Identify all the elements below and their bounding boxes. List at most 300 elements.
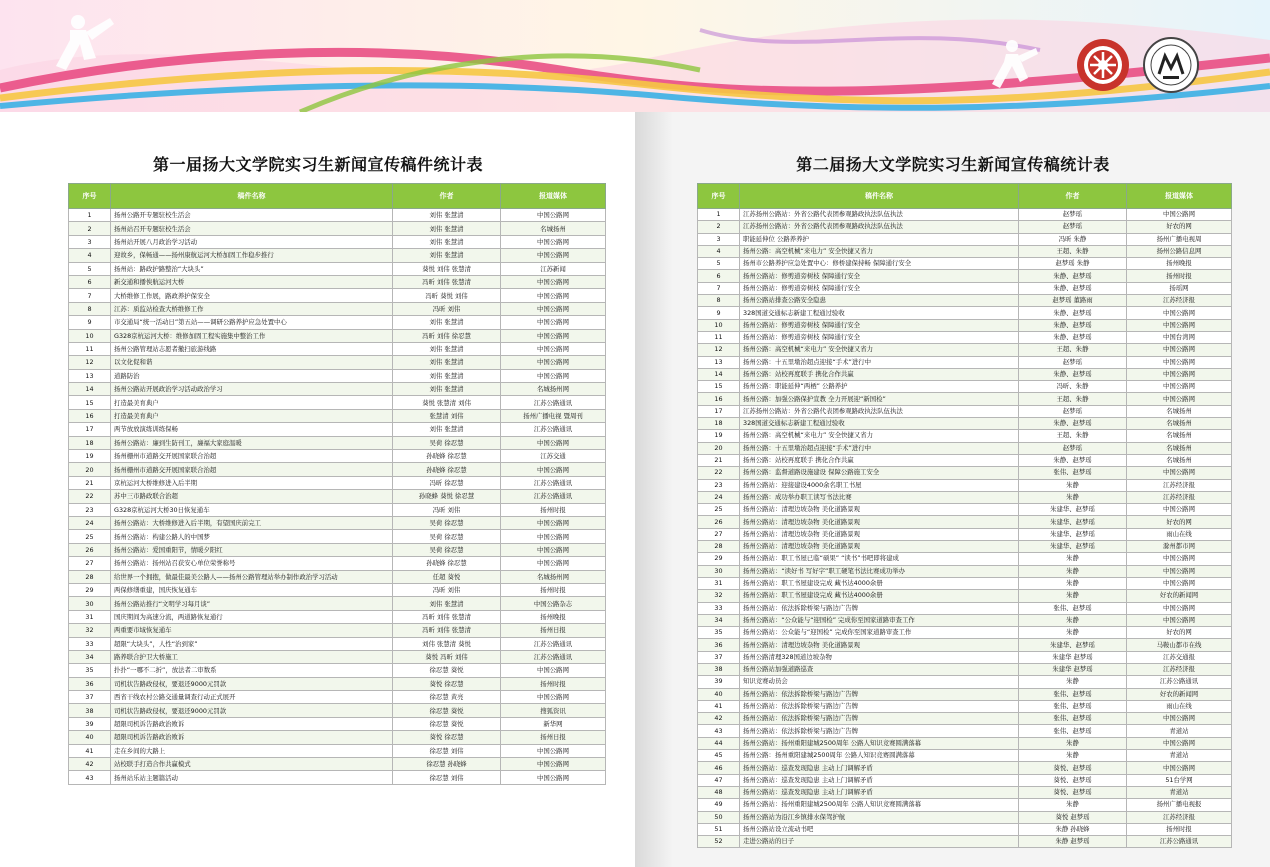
row-number: 40: [69, 731, 111, 744]
media-outlet: 中国公路网: [501, 543, 606, 556]
left-stats-table: [68, 183, 606, 785]
media-outlet: 扬州广播电视周: [1127, 233, 1232, 245]
row-number: 34: [69, 650, 111, 663]
author: 朱建华、赵梦瑶: [1019, 528, 1127, 540]
row-number: 15: [69, 396, 111, 409]
media-outlet: 中国公路网: [1127, 504, 1232, 516]
header-title: 稿件名称: [111, 184, 393, 209]
media-outlet: 中国公路网: [501, 530, 606, 543]
media-outlet: 中国公路网: [501, 463, 606, 476]
table-row: [69, 677, 606, 690]
media-outlet: 雨山在线: [1127, 700, 1232, 712]
article-title: 扬州公路管理站志愿者撤扫旅游线路: [111, 342, 393, 355]
table-row: [698, 676, 1232, 688]
row-number: 11: [69, 342, 111, 355]
media-outlet: 好农的网: [1127, 627, 1232, 639]
row-number: 37: [698, 651, 740, 663]
article-title: 扬州站：路政护路整治“大块头”: [111, 262, 393, 275]
row-number: 18: [698, 418, 740, 430]
media-outlet: 扬州时报: [501, 583, 606, 596]
article-title: 扬州公路站：修剪道旁树枝 保障通行安全: [740, 270, 1019, 282]
table-row: [698, 504, 1232, 516]
row-number: 35: [698, 627, 740, 639]
media-outlet: 中国公路网: [501, 209, 606, 222]
row-number: 39: [698, 676, 740, 688]
table-row: [698, 528, 1232, 540]
media-outlet: 江苏交通报: [1127, 651, 1232, 663]
media-outlet: 中国公路网: [501, 302, 606, 315]
article-title: 扬州公路站：“读好书 写好字”职工硬笔书法比赛成功举办: [740, 565, 1019, 577]
row-number: 5: [698, 258, 740, 270]
author: 朱静: [1019, 627, 1127, 639]
media-outlet: 江苏经济报: [1127, 811, 1232, 823]
table-row: [698, 811, 1232, 823]
author: 徐忍慧 孙晓蜂: [393, 758, 501, 771]
table-row: [69, 704, 606, 717]
article-title: 扬州栅州市道路交开展国家联合治超: [111, 463, 393, 476]
media-outlet: 江苏公路通讯: [501, 490, 606, 503]
row-number: 43: [698, 725, 740, 737]
row-number: 35: [69, 664, 111, 677]
author: 葵悦 徐忍慧: [393, 731, 501, 744]
row-number: 52: [698, 836, 740, 848]
author: 朱静 赵梦瑶: [1019, 836, 1127, 848]
row-number: 4: [69, 249, 111, 262]
author: 孙晓蜂 徐忍慧: [393, 557, 501, 570]
table-row: [69, 503, 606, 516]
row-number: 31: [69, 610, 111, 623]
article-title: 超限司机诉告路政治败诉: [111, 717, 393, 730]
author: 冯昕 刘伟: [393, 503, 501, 516]
article-title: 扬州市公路养护应急处置中心：修桥建保持畅 保障通行安全: [740, 258, 1019, 270]
row-number: 7: [698, 282, 740, 294]
media-outlet: 中国公路网: [501, 436, 606, 449]
media-outlet: 中国公路网: [501, 329, 606, 342]
article-title: 扬州公路站为沿江乡镇排水保驾护航: [740, 811, 1019, 823]
article-title: 扬州公路站：巡查发现隐患 主动上门调解矛盾: [740, 786, 1019, 798]
article-title: 扬州公路站：清理边坡杂物 美化道路景观: [740, 504, 1019, 516]
author: 刘伟 张慧清: [393, 597, 501, 610]
row-number: 20: [69, 463, 111, 476]
row-number: 26: [69, 543, 111, 556]
article-title: 扬州公路站：清理边坡杂物 美化道路景观: [740, 639, 1019, 651]
row-number: 37: [69, 691, 111, 704]
article-title: G328京杭运河大桥：维修加固工程实施集中整治工作: [111, 329, 393, 342]
article-title: 扬州公路站排查公路安全隐患: [740, 295, 1019, 307]
author: 朱静、赵梦瑶: [1019, 282, 1127, 294]
row-number: 51: [698, 823, 740, 835]
article-title: 走进公路站的日子: [740, 836, 1019, 848]
table-row: [69, 717, 606, 730]
article-title: 扬州公路：十五里墩治超点迎接“手术”进行中: [740, 442, 1019, 454]
table-row: [698, 577, 1232, 589]
author: 葵悦 徐忍慧: [393, 677, 501, 690]
table-row: [698, 553, 1232, 565]
media-outlet: 名城扬州: [1127, 442, 1232, 454]
author: 王超、朱静: [1019, 393, 1127, 405]
author: 王超、朱静: [1019, 245, 1127, 257]
author: 赵梦瑶 朱静: [1019, 258, 1127, 270]
article-title: 江苏：质监站检查大桥维修工作: [111, 302, 393, 315]
article-title: 328国道交通标志新建工程通过验收: [740, 307, 1019, 319]
author: 冯昕 刘伟 张慧清: [393, 275, 501, 288]
article-title: 两重要市域恢复通车: [111, 624, 393, 637]
media-outlet: 中国公路网: [501, 275, 606, 288]
author: 朱静: [1019, 676, 1127, 688]
table-row: [698, 307, 1232, 319]
media-outlet: 名城扬州: [1127, 405, 1232, 417]
author: 张伟、赵梦瑶: [1019, 725, 1127, 737]
table-row: [698, 393, 1232, 405]
row-number: 11: [698, 331, 740, 343]
row-number: 2: [698, 221, 740, 233]
media-outlet: 青道站: [1127, 725, 1232, 737]
article-title: 职能延伸位 公路养养护: [740, 233, 1019, 245]
table-row: [698, 663, 1232, 675]
article-title: 扬州公路站：清理边坡杂物 美化道路景观: [740, 528, 1019, 540]
article-title: 扬州公路站：公众能与“迎国检” 完成你至国家道路审查工作: [740, 627, 1019, 639]
article-title: 扬州公路站：“公众能与“迎国检” 完成你至国家道路审查工作: [740, 614, 1019, 626]
row-number: 25: [698, 504, 740, 516]
table-row: [69, 369, 606, 382]
wheel-emblem-icon: [1077, 39, 1129, 91]
media-outlet: 扬州时报: [501, 503, 606, 516]
author: 张伟、赵梦瑶: [1019, 688, 1127, 700]
table-row: [698, 799, 1232, 811]
author: 王超、朱静: [1019, 344, 1127, 356]
article-title: 京杭运河大桥维修进入后半期: [111, 476, 393, 489]
table-row: [698, 479, 1232, 491]
row-number: 1: [698, 209, 740, 221]
row-number: 31: [698, 577, 740, 589]
media-outlet: 扬瑶网: [1127, 282, 1232, 294]
table-row: [698, 405, 1232, 417]
row-number: 41: [69, 744, 111, 757]
row-number: 34: [698, 614, 740, 626]
row-number: 27: [698, 528, 740, 540]
media-outlet: 中国公路网: [501, 744, 606, 757]
row-number: 6: [698, 270, 740, 282]
table-row: [698, 750, 1232, 762]
row-number: 49: [698, 799, 740, 811]
article-title: 扬州公路站加强道路巡查: [740, 663, 1019, 675]
author: 冯昕 刘伟 张慧清: [393, 610, 501, 623]
table-row: [69, 356, 606, 369]
logos: [1065, 34, 1225, 96]
table-row: [698, 516, 1232, 528]
media-outlet: 中国公路网: [501, 342, 606, 355]
article-title: 司机状告路政侵权，要退还9000元罚款: [111, 677, 393, 690]
row-number: 13: [698, 356, 740, 368]
media-outlet: 中国公路网: [1127, 737, 1232, 749]
row-number: 15: [698, 381, 740, 393]
header-title: 稿件名称: [740, 184, 1019, 209]
table-row: [69, 583, 606, 596]
table-row: [69, 316, 606, 329]
media-outlet: 中国公路网: [1127, 381, 1232, 393]
article-title: 扬州公路站：廉到生防刊工，廉福大家庭温暖: [111, 436, 393, 449]
table-row: [69, 275, 606, 288]
article-title: 扬州公路站：清理边坡杂物 美化道路景观: [740, 541, 1019, 553]
author: 冯昕 刘伟 徐忍慧: [393, 329, 501, 342]
table-row: [698, 627, 1232, 639]
table-row: [698, 590, 1232, 602]
row-number: 39: [69, 717, 111, 730]
media-outlet: 马鞍山都市在线: [1127, 639, 1232, 651]
table-row: [69, 516, 606, 529]
row-number: 28: [698, 541, 740, 553]
row-number: 9: [698, 307, 740, 319]
table-row: [69, 637, 606, 650]
table-row: [69, 490, 606, 503]
media-outlet: 中国公路网: [1127, 356, 1232, 368]
table-row: [69, 450, 606, 463]
article-title: 扬州公路站：修剪道旁树枝 保障通行安全: [740, 282, 1019, 294]
media-outlet: 滁州都市网: [1127, 541, 1232, 553]
article-title: 扬州公路站：职工书屋建设完成 藏书达4000余册: [740, 577, 1019, 589]
article-title: 扬州公路站：爱国重阳节，情暖夕阳红: [111, 543, 393, 556]
author: 王超、朱静: [1019, 430, 1127, 442]
table-row: [698, 651, 1232, 663]
media-outlet: 名城扬州网: [501, 383, 606, 396]
author: 刘伟 张慧清: [393, 423, 501, 436]
media-outlet: 中国公路网: [1127, 368, 1232, 380]
table-row: [69, 570, 606, 583]
author: 刘伟 张慧清: [393, 222, 501, 235]
row-number: 23: [698, 479, 740, 491]
media-outlet: 中国公路网: [1127, 319, 1232, 331]
table-row: [69, 235, 606, 248]
row-number: 19: [69, 450, 111, 463]
article-title: 新交通和播俟航运河大桥: [111, 275, 393, 288]
row-number: 27: [69, 557, 111, 570]
table-row: [69, 624, 606, 637]
table-row: [698, 245, 1232, 257]
table-row: [69, 329, 606, 342]
media-outlet: 中国公路网: [1127, 602, 1232, 614]
header-author: 作者: [1019, 184, 1127, 209]
author: 吴荷 徐忍慧: [393, 516, 501, 529]
row-number: 48: [698, 786, 740, 798]
article-title: 扬州公路：高空机械“来电力” 安全快捷又省力: [740, 344, 1019, 356]
article-title: 江苏扬州公路站：外省公路代表团参观路政执法队伍执法: [740, 221, 1019, 233]
media-outlet: 青道站: [1127, 750, 1232, 762]
article-title: 超限司机诉告路政治败诉: [111, 731, 393, 744]
author: 冯昕 刘伟 张慧清: [393, 624, 501, 637]
row-number: 43: [69, 771, 111, 784]
article-title: 扬州公路：高空机械“来电力” 安全快捷又省力: [740, 430, 1019, 442]
row-number: 46: [698, 762, 740, 774]
header-number: 序号: [69, 184, 111, 209]
article-title: 扬州公路站：依法拆除桥梁与路边广告牌: [740, 688, 1019, 700]
article-title: 扬州公路站：清理边坡杂物 美化道路景观: [740, 516, 1019, 528]
article-title: 扬州公路站：依法拆除桥梁与路边广告牌: [740, 602, 1019, 614]
row-number: 20: [698, 442, 740, 454]
table-row: [698, 331, 1232, 343]
author: 张慧清 刘伟: [393, 409, 501, 422]
table-row: [69, 731, 606, 744]
author: 吴荷 徐忍慧: [393, 543, 501, 556]
article-title: 扬州站乐站主题篇活动: [111, 771, 393, 784]
row-number: 44: [698, 737, 740, 749]
table-row: [698, 454, 1232, 466]
row-number: 17: [698, 405, 740, 417]
author: 葵悦、赵梦瑶: [1019, 774, 1127, 786]
media-outlet: 中国公路网: [1127, 614, 1232, 626]
row-number: 38: [698, 663, 740, 675]
table-row: [698, 836, 1232, 848]
author: 刘伟 张慧清: [393, 356, 501, 369]
row-number: 26: [698, 516, 740, 528]
media-outlet: 扬州晚报: [501, 610, 606, 623]
media-outlet: 江苏经济报: [1127, 479, 1232, 491]
row-number: 19: [698, 430, 740, 442]
table-row: [69, 262, 606, 275]
author: 赵梦瑶 董路雨: [1019, 295, 1127, 307]
table-row: [698, 725, 1232, 737]
table-row: [698, 221, 1232, 233]
header-author: 作者: [393, 184, 501, 209]
article-title: 两节放放演练训练保畅: [111, 423, 393, 436]
article-title: 扬州公路站：扬州重阳建城2500周年 公路人知识竞赛圆满落幕: [740, 737, 1019, 749]
media-outlet: 江苏公路通讯: [1127, 836, 1232, 848]
author: 刘伟 张慧清: [393, 369, 501, 382]
author: 冯昕 刘伟: [393, 302, 501, 315]
author: 葵悦、赵梦瑶: [1019, 762, 1127, 774]
row-number: 24: [69, 516, 111, 529]
media-outlet: 江苏公路通讯: [501, 637, 606, 650]
university-seal-icon: [1144, 38, 1198, 92]
author: 朱静、赵梦瑶: [1019, 331, 1127, 343]
author: 冯昕、朱静: [1019, 381, 1127, 393]
row-number: 6: [69, 275, 111, 288]
author: 朱静: [1019, 553, 1127, 565]
row-number: 38: [69, 704, 111, 717]
media-outlet: 中国公路网: [1127, 577, 1232, 589]
row-number: 18: [69, 436, 111, 449]
media-outlet: 江苏新闻: [501, 262, 606, 275]
media-outlet: 好农的网: [1127, 221, 1232, 233]
table-row: [69, 436, 606, 449]
author: 朱静: [1019, 750, 1127, 762]
article-title: 扬州站召开专题驻校生活会: [111, 222, 393, 235]
table-row: [69, 543, 606, 556]
right-stats-table: [697, 183, 1232, 848]
article-title: 扬州公路站开展政治学习活动政治学习: [111, 383, 393, 396]
article-title: 扬州公路：加强公路保护宣教 全力开展迎“新国检”: [740, 393, 1019, 405]
row-number: 5: [69, 262, 111, 275]
table-row: [698, 319, 1232, 331]
author: 徐忍慧 葵悦: [393, 664, 501, 677]
left-title: 第一届扬大文学院实习生新闻宣传稿件统计表: [152, 155, 483, 174]
row-number: 16: [698, 393, 740, 405]
row-number: 40: [698, 688, 740, 700]
row-number: 12: [69, 356, 111, 369]
article-title: 市交通局“统一活动日”第五站——调研公路养护应急处置中心: [111, 316, 393, 329]
header-media: 报道媒体: [1127, 184, 1232, 209]
media-outlet: 扬州广播电视报: [1127, 799, 1232, 811]
media-outlet: 中国公路网: [501, 691, 606, 704]
row-number: 24: [698, 491, 740, 503]
media-outlet: 中国公路网: [501, 356, 606, 369]
row-number: 14: [698, 368, 740, 380]
author: 赵梦瑶: [1019, 356, 1127, 368]
media-outlet: 51台学网: [1127, 774, 1232, 786]
media-outlet: 中国公路网: [501, 516, 606, 529]
author: 吴荷 徐忍慧: [393, 436, 501, 449]
row-number: 50: [698, 811, 740, 823]
media-outlet: 中国公路网: [1127, 467, 1232, 479]
article-title: 扬州公路站：依法拆除桥梁与路边广告牌: [740, 713, 1019, 725]
author: 朱静: [1019, 577, 1127, 589]
media-outlet: 江苏公路通讯: [501, 476, 606, 489]
author: 葵悦 赵梦瑶: [1019, 811, 1127, 823]
table-row: [69, 302, 606, 315]
row-number: 41: [698, 700, 740, 712]
article-title: 超限“大块头”，人性“治到家”: [111, 637, 393, 650]
table-row: [698, 700, 1232, 712]
table-row: [698, 467, 1232, 479]
article-title: 扬州公路站：扬州重阳建城2500周年 公路人知识竞赛圆满落幕: [740, 799, 1019, 811]
table-row: [698, 737, 1232, 749]
article-title: 扬州公路清理328国道边坡杂物: [740, 651, 1019, 663]
author: 赵梦瑶: [1019, 442, 1127, 454]
media-outlet: 好农的新闻网: [1127, 688, 1232, 700]
row-number: 33: [69, 637, 111, 650]
row-number: 9: [69, 316, 111, 329]
row-number: 16: [69, 409, 111, 422]
media-outlet: 扬州公路信息网: [1127, 245, 1232, 257]
author: 徐忍慧 刘伟: [393, 771, 501, 784]
row-number: 2: [69, 222, 111, 235]
row-number: 10: [69, 329, 111, 342]
author: 朱静、赵梦瑶: [1019, 418, 1127, 430]
table-row: [698, 762, 1232, 774]
author: 朱建华 赵梦瑶: [1019, 663, 1127, 675]
article-title: 迎故乡，保畅通——扬州康航运河大桥加固工作稳步推行: [111, 249, 393, 262]
media-outlet: 搜狐资讯: [501, 704, 606, 717]
author: 徐忍慧 刘伟: [393, 744, 501, 757]
right-title: 第二届扬大文学院实习生新闻宣传稿统计表: [796, 155, 1110, 174]
table-row: [698, 295, 1232, 307]
table-row: [698, 418, 1232, 430]
author: 赵梦瑶: [1019, 209, 1127, 221]
table-row: [698, 356, 1232, 368]
media-outlet: 中国公路杂志: [501, 597, 606, 610]
table-row: [698, 565, 1232, 577]
media-outlet: 扬州晚报: [1127, 258, 1232, 270]
author: 刘伟 张慧清: [393, 249, 501, 262]
article-title: 328国道交通标志新建工程通过验收: [740, 418, 1019, 430]
row-number: 36: [698, 639, 740, 651]
table-row: [69, 771, 606, 784]
media-outlet: 中国公路网: [1127, 209, 1232, 221]
media-outlet: 雨山在线: [1127, 528, 1232, 540]
article-title: 扑扑“一哪不二折”，放法者二审数系: [111, 664, 393, 677]
table-row: [698, 541, 1232, 553]
article-title: 江苏扬州公路站：外省公路代表团参观路政执法队伍执法: [740, 209, 1019, 221]
media-outlet: 新华网: [501, 717, 606, 730]
author: 刘伟 张慧清: [393, 383, 501, 396]
table-row: [69, 650, 606, 663]
article-title: 扬州公路站设立流动书吧: [740, 823, 1019, 835]
table-row: [69, 396, 606, 409]
article-title: 路养联合护卫大桥施工: [111, 650, 393, 663]
author: 刘伟 张慧清: [393, 342, 501, 355]
row-number: 29: [698, 553, 740, 565]
article-title: 以文化促和谐: [111, 356, 393, 369]
media-outlet: 名城扬州: [501, 222, 606, 235]
